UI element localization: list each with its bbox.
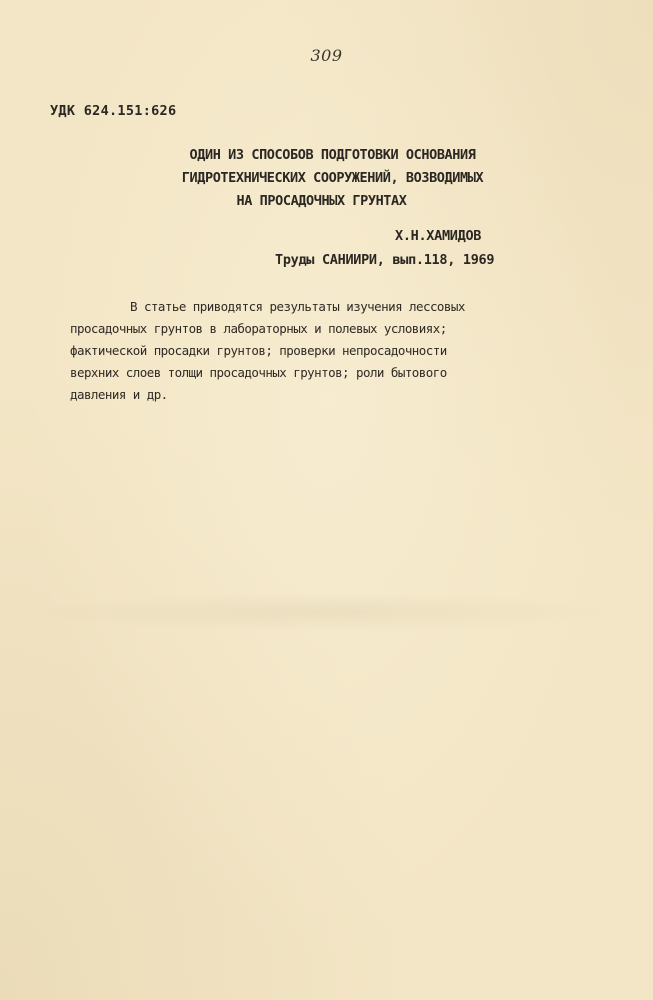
page-number: 309 (310, 46, 343, 65)
author-name: Х.Н.ХАМИДОВ (395, 228, 482, 244)
abstract-paragraph (70, 296, 590, 406)
publication-source: Труды САНИИРИ, вып.118, 1969 (275, 252, 495, 268)
title-line: ГИДРОТЕХНИЧЕСКИХ СООРУЖЕНИЙ, ВОЗВОДИМЫХ (181, 170, 484, 186)
abstract-line: просадочных грунтов в лабораторных и полевых условиях; (70, 321, 447, 336)
paper-smudge (20, 592, 620, 632)
title-line: ОДИН ИЗ СПОСОБОВ ПОДГОТОВКИ ОСНОВАНИЯ (189, 147, 476, 163)
abstract-line: В статье приводятся результаты изучения лессовых (130, 299, 465, 314)
abstract-line: верхних слоев толщи просадочных грунтов; роли бытового (70, 365, 447, 380)
article-title (0, 144, 653, 213)
title-line: НА ПРОСАДОЧНЫХ ГРУНТАХ (236, 193, 407, 209)
udk-code: УДК 624.151:626 (50, 103, 177, 119)
abstract-line: давления и др. (70, 387, 168, 402)
abstract-line: фактической просадки грунтов; проверки непросадочности (70, 343, 447, 358)
